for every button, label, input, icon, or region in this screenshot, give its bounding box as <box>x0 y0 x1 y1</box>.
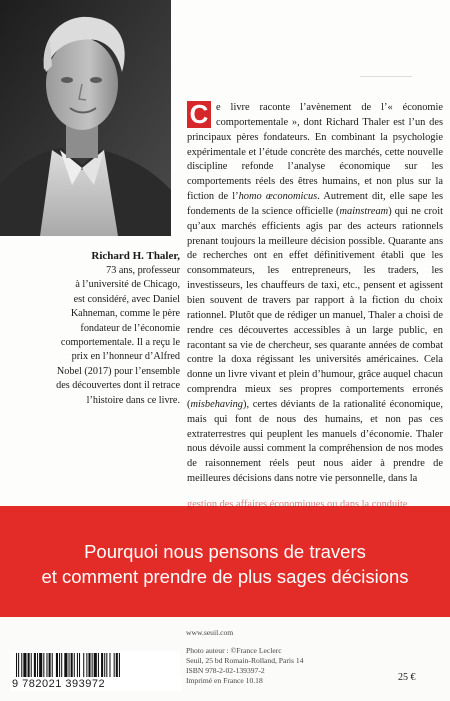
barcode-bar <box>79 653 80 680</box>
blurb-italic-term: misbehaving <box>190 398 243 410</box>
blurb-segment: . Autrement dit, elle sape les fondements de la science officielle ( <box>187 191 443 217</box>
tagline-line-1: Pourquoi nous pensons de travers <box>84 541 366 562</box>
bio-line: 73 ans, professeur <box>106 265 180 276</box>
barcode-bar <box>69 653 70 680</box>
barcode-bar <box>56 653 58 680</box>
barcode-digits: 9 782021 393972 <box>10 677 182 691</box>
blurb-italic-term: mainstream <box>339 205 389 217</box>
barcode-bar <box>77 653 78 680</box>
author-name: Richard H. Thaler, <box>91 250 180 262</box>
barcode-bar <box>23 653 26 680</box>
bio-line: comportementale. Il a reçu le <box>60 337 180 349</box>
bio-line: à l’université de Chicago, <box>75 279 180 291</box>
barcode-bar <box>106 653 107 680</box>
bio-line: l’histoire dans ce livre. <box>86 394 180 406</box>
barcode-bar <box>52 653 53 680</box>
photo-credit: Photo auteur : ©France Leclerc <box>186 646 282 655</box>
publisher-address: Seuil, 25 bd Romain-Rolland, Paris 14 <box>186 656 304 665</box>
publisher-website: www.seuil.com <box>186 628 234 637</box>
barcode-bar <box>49 653 51 680</box>
bio-line: prix en l’honneur d’Alfred <box>71 351 180 363</box>
barcode-bar <box>98 653 99 680</box>
barcode-bar <box>71 653 73 680</box>
barcode-bar <box>116 653 118 680</box>
blurb-segment: ) qui ne croit qu’aux marchés efficients agis par des acteurs rationnels prenant toujours la meilleure décision possible. Quarante ans de recherches ont en effet définitivement établi que les consommateurs, les entrepreneurs, les traders, les investisseurs, les chauffeurs de taxi, etc., pensent et agissent bien souvent de travers par rapport à la fiction du choix rationnel. Plutôt que de rédiger un manuel, Thaler a choisi de rendre ces découvertes accessibles à un large public, en racontant sa vie de chercheur, ses quarante années de combat contre la doxa régissant les universités américaines. Cela donne un livre vivant et plein d’humour, grâce auquel chacun comprendra mieux ses propres comportements erronés ( <box>187 205 443 410</box>
isbn: ISBN 978-2-02-139397-2 <box>186 666 265 675</box>
bio-line: Kahneman, comme le père <box>70 308 180 320</box>
drop-cap: C <box>187 101 211 128</box>
bio-line: Nobel (2017) pour l’ensemble <box>56 365 180 377</box>
barcode-bar <box>37 653 38 680</box>
bio-line: des découvertes dont il retrace <box>56 380 180 392</box>
blurb-text <box>187 101 443 513</box>
barcode-bar <box>74 653 75 680</box>
decorative-rule <box>360 76 412 77</box>
barcode-bar <box>46 653 47 680</box>
print-info: Imprimé en France 10.18 <box>186 676 263 685</box>
barcode-bar <box>34 653 36 680</box>
barcode-bar <box>104 653 105 680</box>
barcode-bar <box>101 653 103 680</box>
barcode-bar <box>109 653 110 680</box>
barcode-bar <box>119 653 120 680</box>
barcode-bar <box>43 653 44 680</box>
barcode-bar <box>59 653 60 680</box>
author-portrait-image <box>0 0 171 236</box>
barcode-bar <box>16 653 17 680</box>
barcode-bar <box>64 653 67 680</box>
blurb-cut-line: gestion des affaires économiques ou dans la conduite <box>187 499 408 510</box>
author-bio <box>6 264 180 408</box>
barcode-bar <box>88 653 90 680</box>
blurb-segment: e livre raconte l’avènement de l’« économie comportementale », dont Richard Thaler est l’un des principaux pères fondateurs. En combinant la psychologie expérimentale et l’étude concrète des marchés, cette nouvelle discipline refonde l’analyse économique sur les comportements réels des êtres humains, et non plus sur la fiction de l’ <box>187 102 443 203</box>
barcode-bar <box>92 653 93 680</box>
barcode-bar <box>86 653 87 680</box>
barcode-bar <box>114 653 115 680</box>
blurb-segment: ), certes déviants de la rationalité économique, mais qui font de nous des humains, et non pas ces extraterrestres qui peuplent les manuels d’économie. Thaler nous dévoile aussi comment la compréhension de nos modes de raisonnement réels peut nous aider à prendre de meilleures décisions dans notre vie personnelle, dans la <box>187 398 443 485</box>
barcode-bar <box>39 653 42 680</box>
price: 25 € <box>398 672 416 683</box>
barcode-bar <box>83 653 84 680</box>
barcode-bar <box>61 653 62 680</box>
blurb-italic-term: homo œconomicus <box>238 191 318 203</box>
barcode-bar <box>28 653 30 680</box>
barcode-bar <box>21 653 22 680</box>
barcode-bar <box>94 653 97 680</box>
barcode-bar <box>31 653 32 680</box>
tagline-line-2: et comment prendre de plus sages décisions <box>41 566 409 587</box>
author-photo <box>0 0 171 236</box>
bio-line: est considéré, avec Daniel <box>73 293 180 305</box>
barcode-bar <box>18 653 19 680</box>
bio-line: fondateur de l’économie <box>80 322 180 334</box>
